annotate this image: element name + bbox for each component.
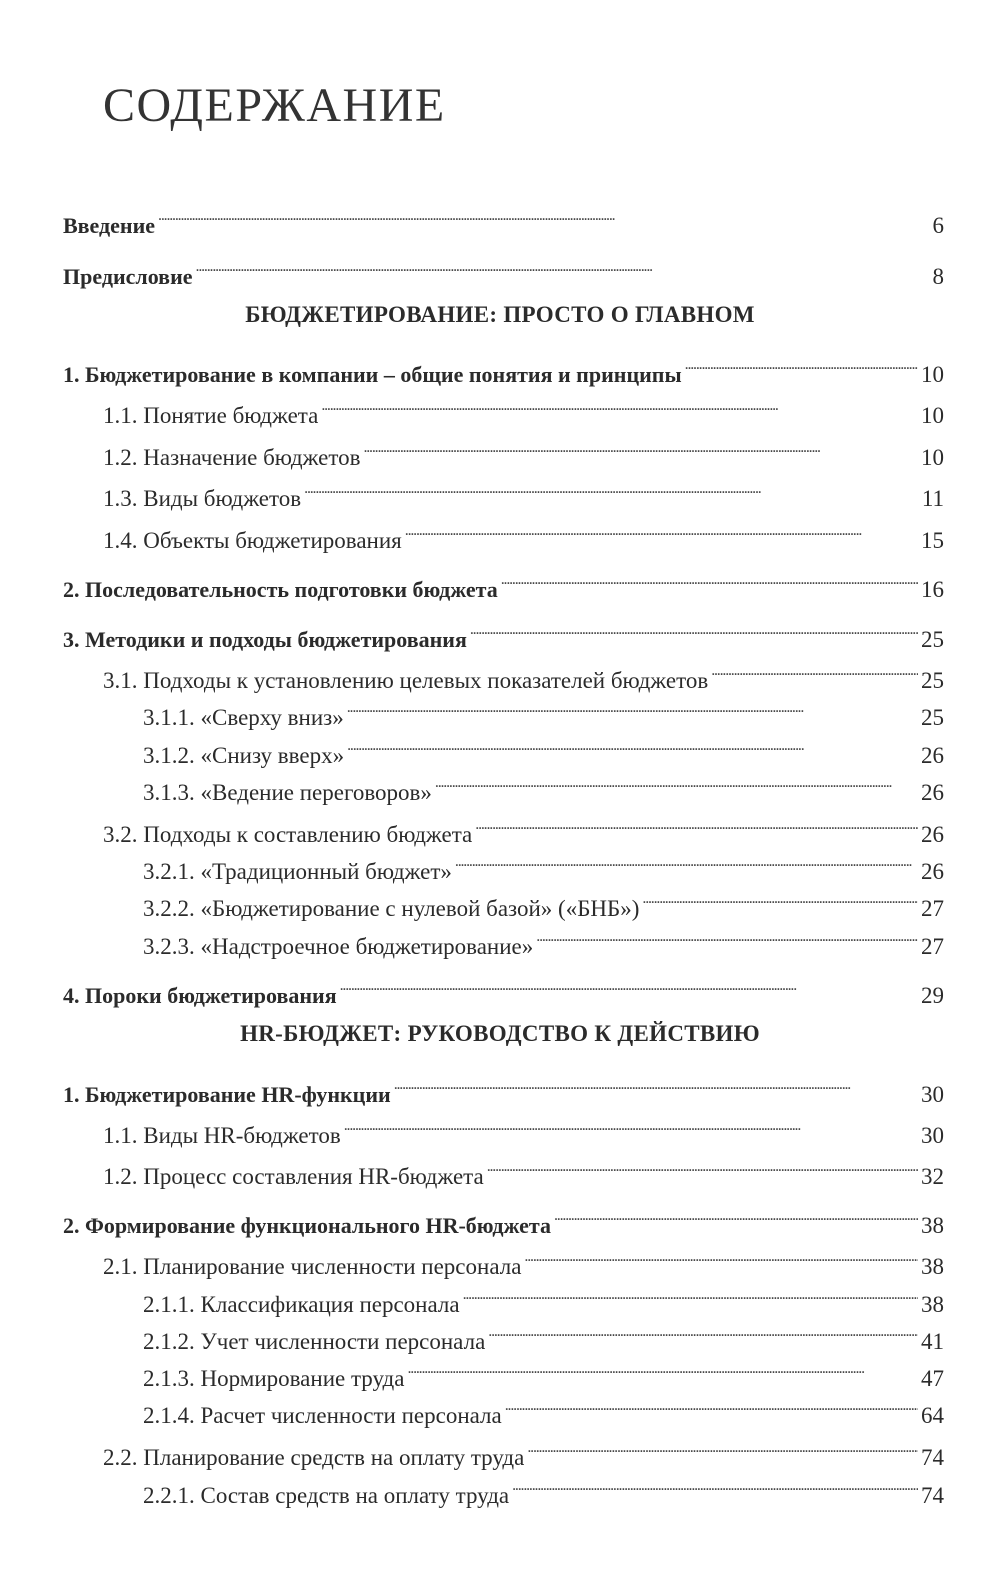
dot-leader	[158, 199, 929, 233]
dot-leader	[363, 431, 918, 465]
dot-leader	[505, 1389, 918, 1423]
dot-leader	[347, 729, 918, 763]
toc-entry-section[interactable]	[103, 1109, 944, 1148]
toc-page-number: 25	[921, 668, 944, 693]
dot-leader	[470, 613, 918, 647]
toc-page-number: 6	[932, 213, 944, 238]
toc-entry-label: 2.1.3. Нормирование труда	[143, 1366, 405, 1391]
toc-page-number: 25	[921, 705, 944, 730]
dot-leader	[642, 882, 918, 916]
toc-entry-subsection[interactable]	[143, 1469, 944, 1508]
toc-page-number: 27	[921, 934, 944, 959]
toc-entry-label: Введение	[63, 213, 156, 238]
toc-entry-label: 2.1.4. Расчет численности персонала	[143, 1403, 502, 1428]
dot-leader	[488, 1315, 918, 1349]
toc-page-number: 38	[921, 1254, 944, 1279]
toc-entry-introduction[interactable]	[63, 199, 944, 238]
dot-leader	[304, 472, 919, 506]
toc-entry-label: 3.2.1. «Традиционный бюджет»	[143, 859, 452, 884]
toc-entry-section[interactable]	[103, 654, 944, 693]
dot-leader	[340, 969, 918, 1003]
toc-entry-label: 3.1.3. «Ведение переговоров»	[143, 780, 432, 805]
toc-entry-section[interactable]	[103, 808, 944, 847]
toc-entry-subsection[interactable]	[143, 766, 944, 805]
toc-entry-section[interactable]	[103, 514, 944, 553]
toc-entry-label: 1.2. Назначение бюджетов	[103, 445, 361, 470]
toc-entry-chapter[interactable]	[63, 613, 944, 652]
toc-entry-label: 3. Методики и подходы бюджетирования	[63, 627, 467, 652]
toc-page-number: 74	[921, 1483, 944, 1508]
toc-entry-subsection[interactable]	[143, 845, 944, 884]
toc-entry-label: 1.2. Процесс составления HR-бюджета	[103, 1164, 484, 1189]
dot-leader	[501, 563, 918, 597]
toc-page-number: 41	[921, 1329, 944, 1354]
toc-entry-label: 3.2. Подходы к составлению бюджета	[103, 822, 473, 847]
toc-entry-chapter[interactable]	[63, 348, 944, 387]
toc-entry-label: 2.1. Планирование численности персонала	[103, 1254, 522, 1279]
dot-leader	[407, 1352, 918, 1386]
toc-page-number: 11	[921, 486, 944, 511]
toc-page-number: 10	[921, 445, 944, 470]
toc-entry-subsection[interactable]	[143, 691, 944, 730]
toc-page-number: 26	[921, 822, 944, 847]
toc-entry-section[interactable]	[103, 1240, 944, 1279]
section-heading-hr-budget: HR-БЮДЖЕТ: РУКОВОДСТВО К ДЕЙСТВИЮ	[240, 1021, 760, 1046]
toc-entry-chapter[interactable]	[63, 969, 944, 1008]
toc-entry-label: 3.1.1. «Сверху вниз»	[143, 705, 344, 730]
toc-entry-chapter[interactable]	[63, 1199, 944, 1238]
dot-leader	[524, 1240, 918, 1274]
toc-entry-subsection[interactable]	[143, 1315, 944, 1354]
toc-page-number: 26	[921, 743, 944, 768]
toc-page-number: 26	[921, 859, 944, 884]
dot-leader	[512, 1469, 918, 1503]
toc-entry-label: 2.2.1. Состав средств на оплату труда	[143, 1483, 510, 1508]
toc-entry-chapter[interactable]	[63, 1068, 944, 1107]
dot-leader	[394, 1068, 918, 1102]
dot-leader	[475, 808, 918, 842]
dot-leader	[435, 766, 918, 800]
toc-entry-subsection[interactable]	[143, 882, 944, 921]
dot-leader	[463, 1278, 918, 1312]
toc-page-number: 16	[921, 577, 944, 602]
toc-entry-subsection[interactable]	[143, 920, 944, 959]
page-title: СОДЕРЖАНИЕ	[103, 79, 446, 132]
dot-leader	[347, 691, 918, 725]
toc-entry-label: Предисловие	[63, 264, 193, 289]
toc-entry-label: 1.1. Виды HR-бюджетов	[103, 1123, 341, 1148]
toc-entry-section[interactable]	[103, 389, 944, 428]
toc-page-number: 30	[921, 1123, 944, 1148]
toc-entry-label: 2. Последовательность подготовки бюджета	[63, 577, 498, 602]
toc-entry-preface[interactable]	[63, 250, 944, 289]
toc-page-number: 32	[921, 1164, 944, 1189]
toc-page-number: 38	[921, 1213, 944, 1238]
toc-entry-label: 1. Бюджетирование в компании – общие понятия и принципы	[63, 362, 682, 387]
dot-leader	[554, 1199, 918, 1233]
toc-page-number: 38	[921, 1292, 944, 1317]
dot-leader	[487, 1150, 918, 1184]
toc-entry-subsection[interactable]	[143, 1352, 944, 1391]
dot-leader	[405, 514, 918, 548]
toc-page-number: 8	[932, 264, 944, 289]
toc-entry-label: 3.2.2. «Бюджетирование с нулевой базой» («БНБ»)	[143, 896, 640, 921]
toc-entry-label: 4. Пороки бюджетирования	[63, 983, 337, 1008]
toc-entry-section[interactable]	[103, 1431, 944, 1470]
toc-entry-subsection[interactable]	[143, 1278, 944, 1317]
toc-page-number: 27	[921, 896, 944, 921]
toc-entry-label: 2.1.2. Учет численности персонала	[143, 1329, 486, 1354]
toc-page-number: 25	[921, 627, 944, 652]
dot-leader	[196, 250, 930, 284]
toc-page-number: 47	[921, 1366, 944, 1391]
toc-entry-label: 3.1.2. «Снизу вверх»	[143, 743, 345, 768]
toc-page-number: 30	[921, 1082, 944, 1107]
toc-page-number: 74	[921, 1445, 944, 1470]
toc-page-number: 29	[921, 983, 944, 1008]
toc-entry-label: 1. Бюджетирование HR-функции	[63, 1082, 391, 1107]
toc-page-number: 15	[921, 528, 944, 553]
toc-entry-label: 3.1. Подходы к установлению целевых показателей бюджетов	[103, 668, 709, 693]
toc-entry-label: 2. Формирование функционального HR-бюджета	[63, 1213, 551, 1238]
toc-entry-label: 1.4. Объекты бюджетирования	[103, 528, 402, 553]
toc-entry-label: 3.2.3. «Надстроечное бюджетирование»	[143, 934, 534, 959]
toc-entry-label: 2.2. Планирование средств на оплату труда	[103, 1445, 525, 1470]
toc-page-number: 10	[921, 403, 944, 428]
toc-page-number: 10	[921, 362, 944, 387]
toc-entry-label: 1.1. Понятие бюджета	[103, 403, 319, 428]
toc-entry-label: 2.1.1. Классификация персонала	[143, 1292, 460, 1317]
dot-leader	[321, 389, 918, 423]
toc-entry-label: 1.3. Виды бюджетов	[103, 486, 302, 511]
toc-entry-subsection[interactable]	[143, 729, 944, 768]
toc-entry-chapter[interactable]	[63, 563, 944, 602]
toc-entry-section[interactable]	[103, 1150, 944, 1189]
dot-leader	[685, 348, 918, 382]
dot-leader	[455, 845, 918, 879]
toc-page-number: 26	[921, 780, 944, 805]
toc-page-number: 64	[921, 1403, 944, 1428]
toc-entry-section[interactable]	[103, 472, 944, 511]
dot-leader	[344, 1109, 918, 1143]
dot-leader	[536, 920, 918, 954]
dot-leader	[527, 1431, 918, 1465]
toc-entry-section[interactable]	[103, 431, 944, 470]
toc-entry-subsection[interactable]	[143, 1389, 944, 1428]
section-heading-budgeting: БЮДЖЕТИРОВАНИЕ: ПРОСТО О ГЛАВНОМ	[245, 302, 755, 327]
dot-leader	[711, 654, 918, 688]
